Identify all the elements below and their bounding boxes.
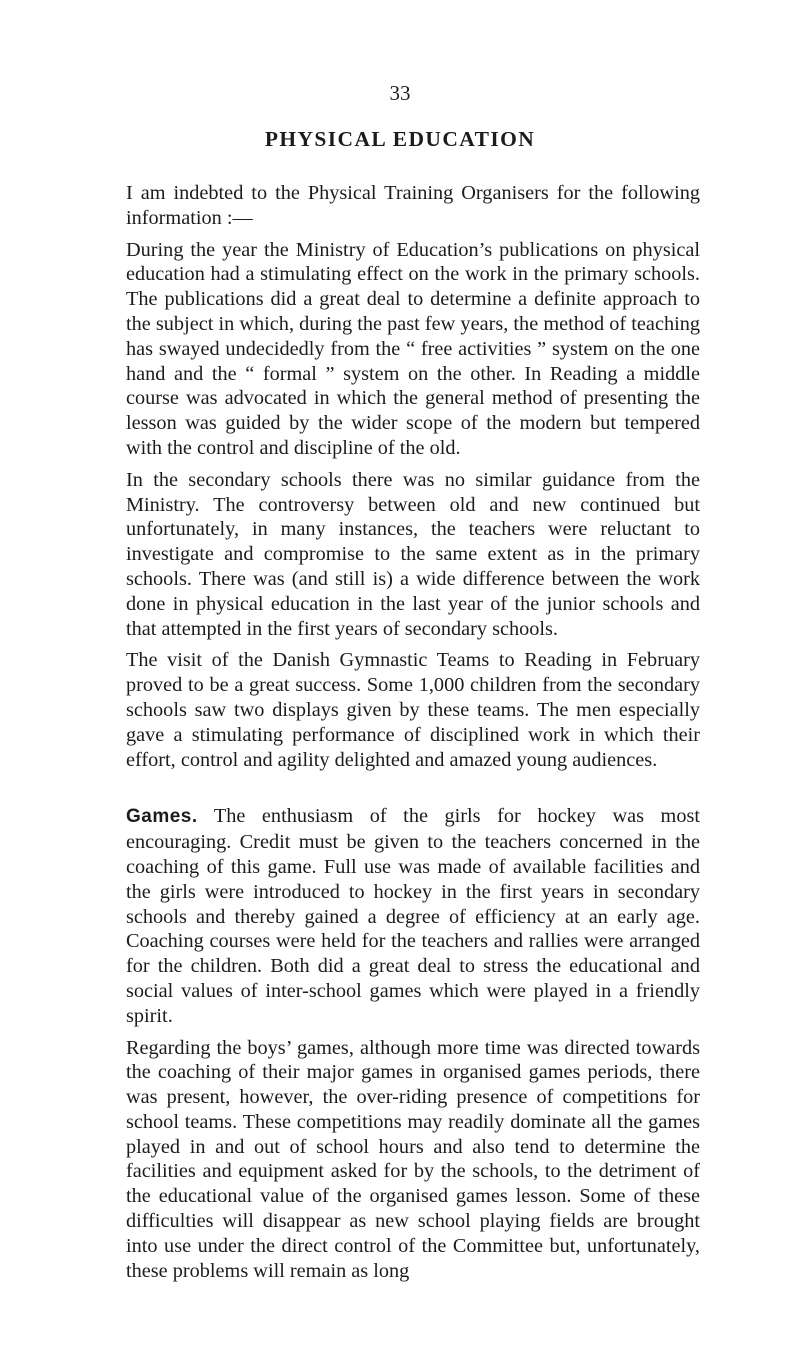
- body-text: [126, 181, 700, 1290]
- games-run-in-heading: Games.: [126, 806, 198, 828]
- games-paragraph-text: The enthusiasm of the girls for hockey was most encouraging. Credit must be given to the teachers concerned in the coaching of this game. Full use was made of available facilities and the girls were introduced to hockey in the first years in secondary schools and thereby gained a degree of efficiency at an early age. Coaching courses were held for the teachers and rallies were arranged for the children. Both did a great deal to stress the educational and social values of inter-school games which were played in a friendly spirit.: [126, 805, 700, 1027]
- page-number: 33: [389, 81, 411, 105]
- paragraph-games: [126, 804, 700, 1028]
- paragraph-boys-games: Regarding the boys’ games, although more time was directed towards the coaching of their major games in organised games periods, there was present, however, the over-riding presence of competitions for school teams. These competitions may readily dominate all the games played in and out of school hours and also tend to determine the facilities and equipment asked for by the schools, to the detriment of the educational value of the organised games lesson. Some of these difficulties will disappear as new school playing fields are brought into use under the direct control of the Committee but, unfortunately, these problems will remain as long: [126, 1036, 700, 1282]
- paragraph-primary-schools: During the year the Ministry of Education’s publications on physical education had a stimulating effect on the work in the primary schools. The publications did a great deal to determine a definite approach to the subject in which, during the past few years, the method of teaching has swayed undecidedly from the “ free activities ” system on the one hand and the “ formal ” system on the other. In Reading a middle course was advocated in which the general method of presenting the lesson was guided by the wider scope of the modern but tempered with the control and discipline of the old.: [126, 238, 700, 459]
- paragraph-intro: I am indebted to the Physical Training Organisers for the following information :—: [126, 182, 700, 229]
- paragraph-secondary-schools: In the secondary schools there was no similar guidance from the Ministry. The controversy between old and new continued but unfortunately, in many instances, the teachers were reluctant to investigate and compromise to the same extent as in the primary schools. There was (and still is) a wide difference between the work done in physical education in the last year of the junior schools and that attempted in the first years of secondary schools.: [126, 468, 700, 640]
- paragraph-danish-visit: The visit of the Danish Gymnastic Teams to Reading in February proved to be a great success. Some 1,000 children from the secondary schools saw two displays given by these teams. The men especially gave a stimulating performance of disciplined work in which their effort, control and agility delighted and amazed young audiences.: [126, 649, 700, 771]
- section-heading: PHYSICAL EDUCATION: [264, 127, 536, 151]
